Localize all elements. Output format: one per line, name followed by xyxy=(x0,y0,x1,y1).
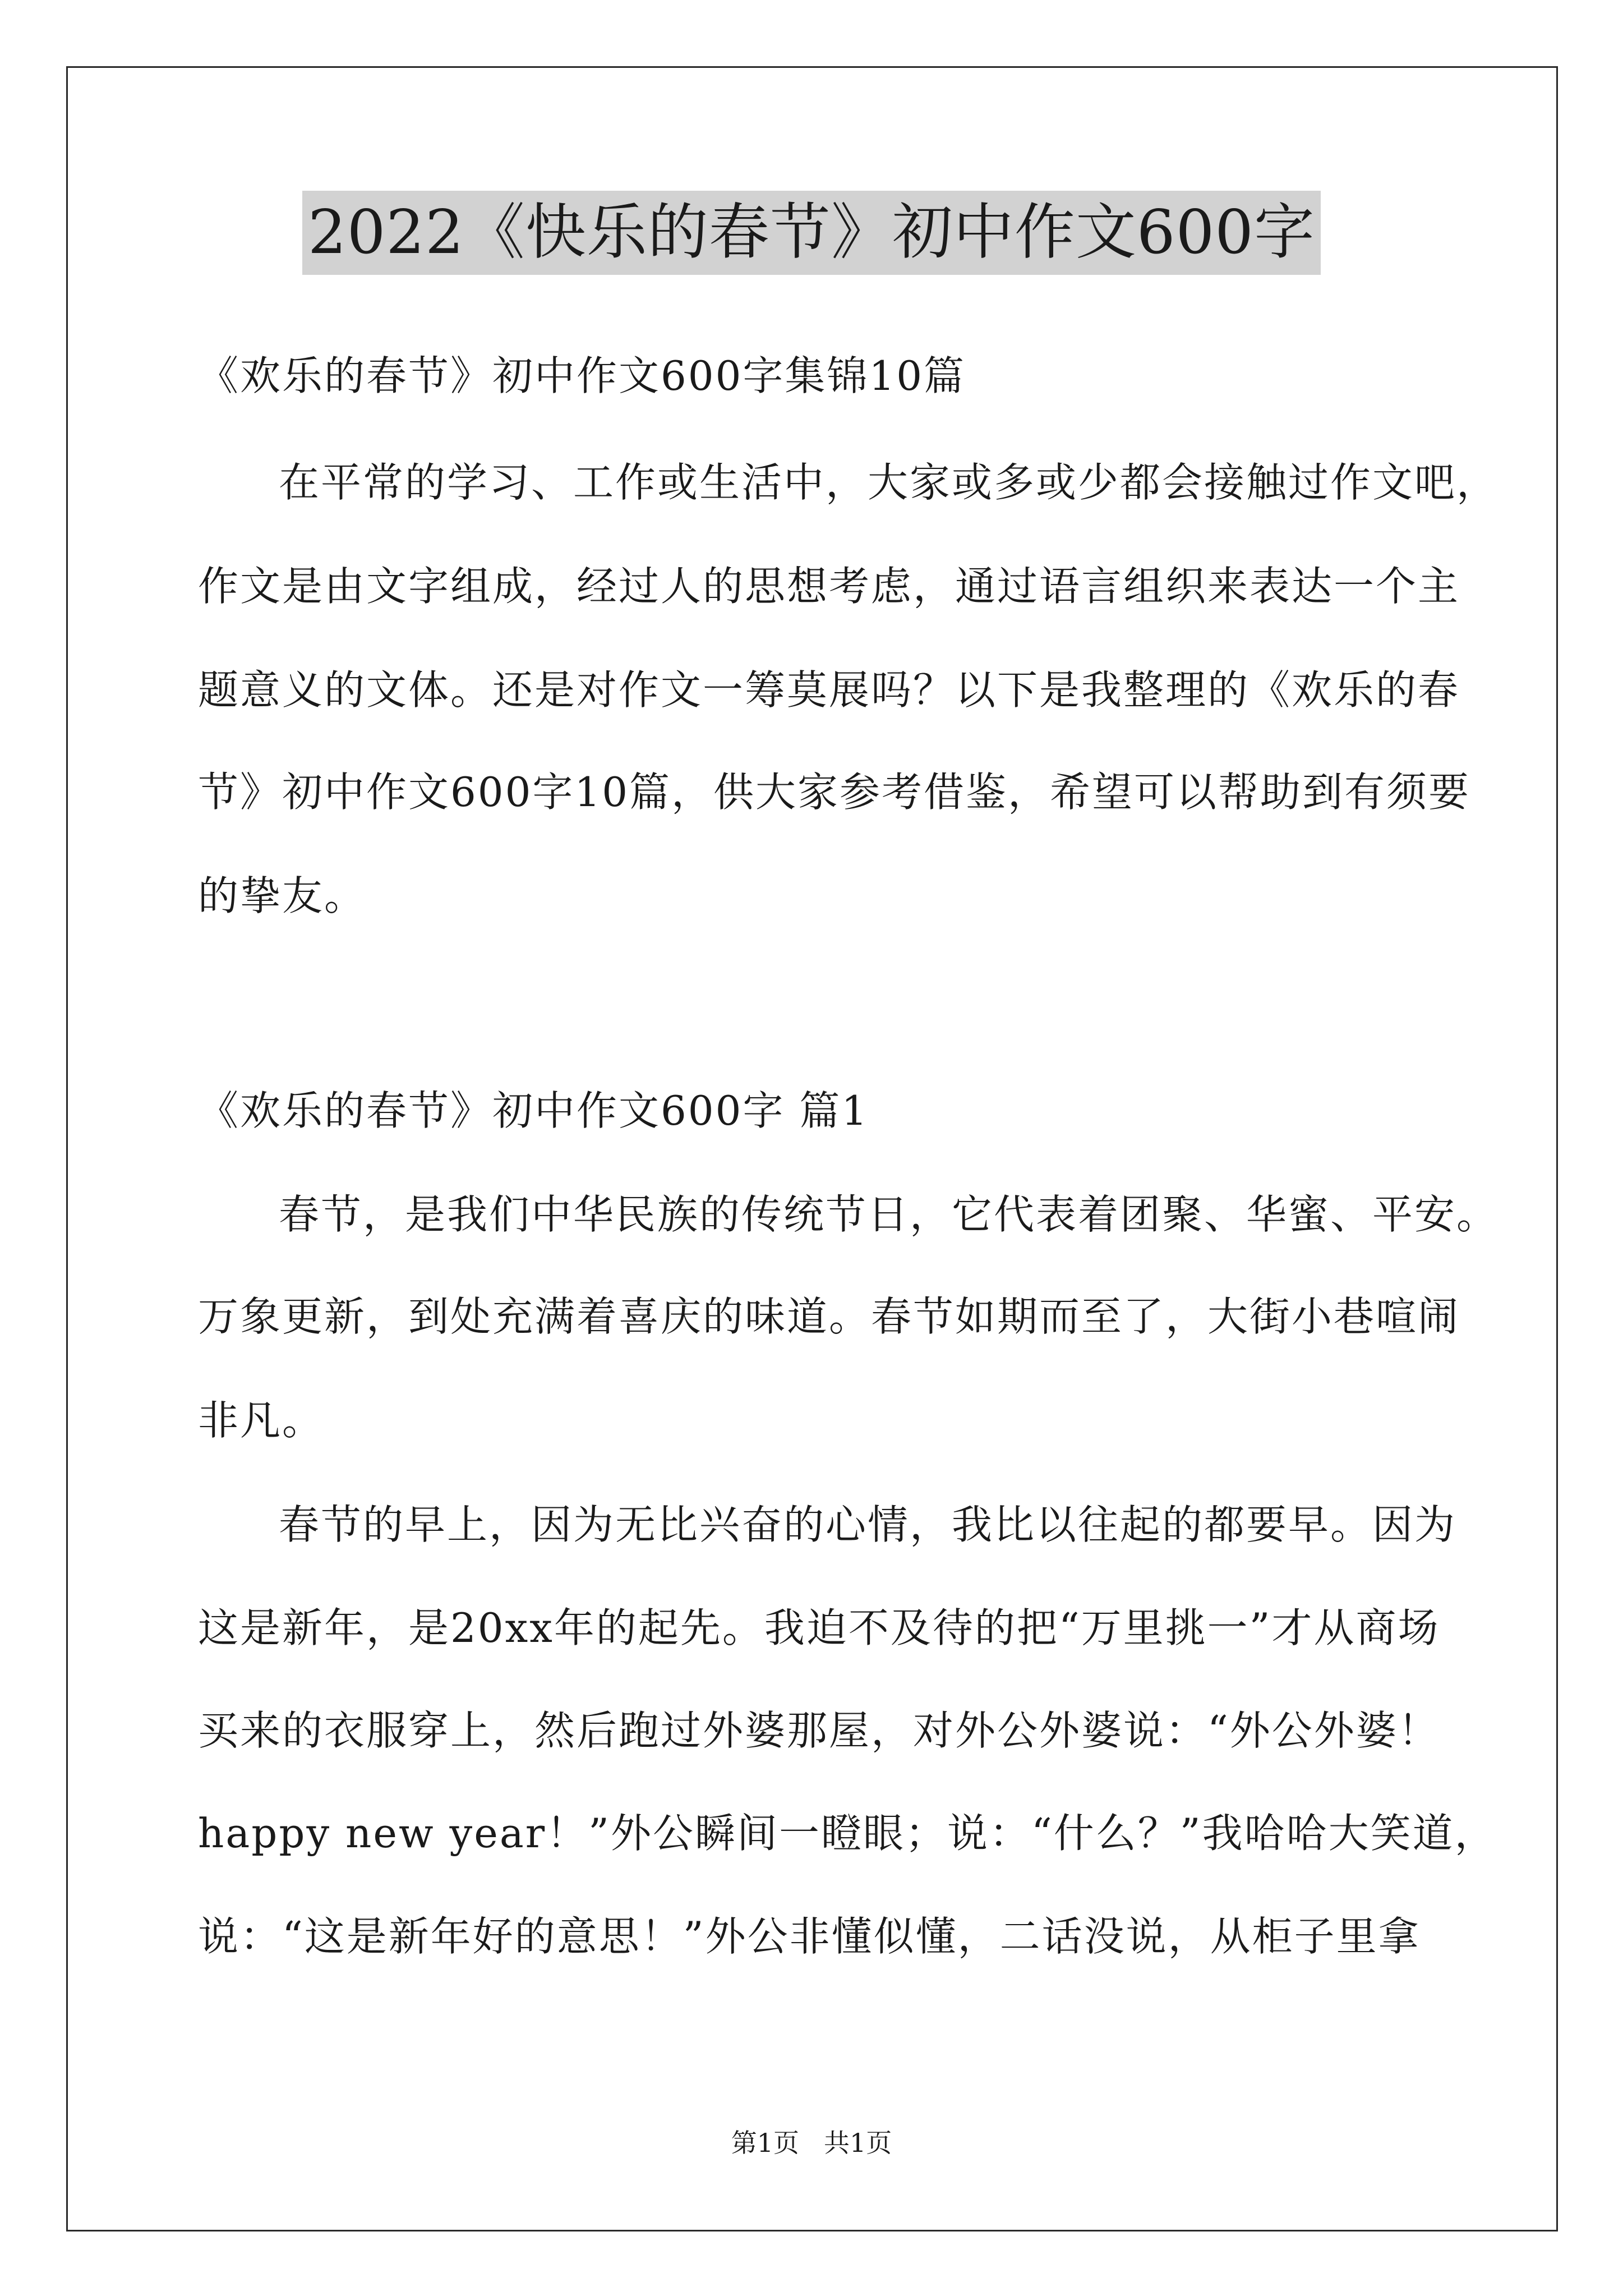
document-title: 2022《快乐的春节》初中作文600字 xyxy=(302,191,1321,275)
intro-line-2: 作文是由文字组成，经过人的思想考虑，通过语言组织来表达一个主 xyxy=(198,563,1460,610)
para2-line-4: happy new year！”外公瞬间一瞪眼；说：“什么？”我哈哈大笑道， xyxy=(198,1810,1497,1857)
intro-line-5: 的挚友。 xyxy=(198,872,367,919)
para1-line-3: 非凡。 xyxy=(198,1397,325,1444)
page-footer xyxy=(0,2126,1623,2160)
subtitle: 《欢乐的春节》初中作文600字集锦10篇 xyxy=(198,352,966,399)
section-heading: 《欢乐的春节》初中作文600字 篇1 xyxy=(198,1087,869,1134)
intro-line-3: 题意义的文体。还是对作文一筹莫展吗？以下是我整理的《欢乐的春 xyxy=(198,666,1460,714)
title-container xyxy=(0,191,1623,275)
para2-line-3: 买来的衣服穿上，然后跑过外婆那屋，对外公外婆说：“外公外婆！ xyxy=(198,1707,1440,1754)
intro-line-4: 节》初中作文600字10篇，供大家参考借鉴，希望可以帮助到有须要 xyxy=(198,769,1471,816)
para1-line-2: 万象更新，到处充满着喜庆的味道。春节如期而至了，大街小巷喧闹 xyxy=(198,1293,1460,1340)
para2-line-5: 说：“这是新年好的意思！”外公非懂似懂，二话没说，从柜子里拿 xyxy=(198,1913,1421,1960)
para1-line-1: 春节，是我们中华民族的传统节日，它代表着团聚、华蜜、平安。 xyxy=(279,1191,1499,1238)
intro-line-1: 在平常的学习、工作或生活中，大家或多或少都会接触过作文吧， xyxy=(279,459,1499,506)
page-number: 第1页 xyxy=(731,2128,799,2158)
page-total: 共1页 xyxy=(824,2128,892,2158)
para2-line-1: 春节的早上，因为无比兴奋的心情，我比以往起的都要早。因为 xyxy=(279,1501,1457,1548)
para2-line-2: 这是新年，是20xx年的起先。我迫不及待的把“万里挑一”才从商场 xyxy=(198,1604,1440,1651)
